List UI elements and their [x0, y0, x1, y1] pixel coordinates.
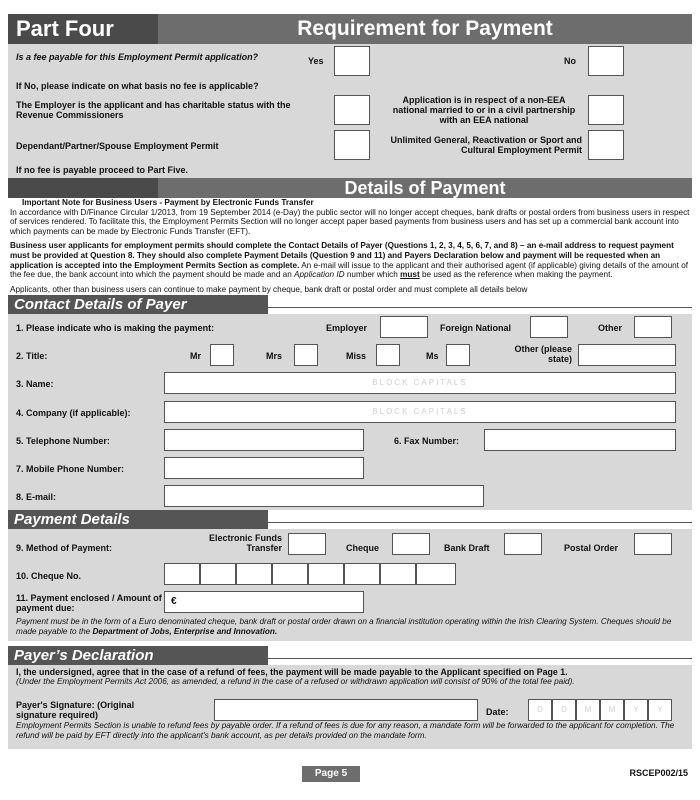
non-eea-checkbox[interactable]	[588, 95, 624, 125]
eft-paragraph-2: Business user applicants for employment permits should complete the Contact Details of Payer (Questions 1, 2, 3, 4, 5, 6, 7, and 8) – an e-mail address to request payment must be provided at Question 8. They should also complete Payment Details (Question 9 and 11) and Payers Declaration below and payment will be requested when an application is accepted into the Employment Permits Section as complete. An e-mail will issue to the applicant and their authorised agent (if applicable) giving details of the amount of the fee due, the bank account into which the payment should be made and an Application ID number which must be used as the reference when making the payment.	[10, 241, 689, 280]
eft-note-heading: Important Note for Business Users - Payment by Electronic Funds Transfer	[22, 198, 314, 207]
cheque-digit-5[interactable]	[308, 563, 344, 585]
page-footer	[0, 766, 700, 784]
date-cell-m2[interactable]: M	[600, 699, 624, 721]
dependant-label: Dependant/Partner/Spouse Employment Permit	[16, 141, 219, 151]
declaration-title: Payer’s Declaration	[8, 646, 268, 665]
cheque-digit-4[interactable]	[272, 563, 308, 585]
ms-label: Ms	[426, 351, 439, 362]
postal-order-label: Postal Order	[564, 543, 619, 554]
q8-label: 8. E-mail:	[16, 492, 57, 503]
title-other-input[interactable]	[578, 344, 676, 366]
method-draft-checkbox[interactable]	[504, 533, 542, 555]
basis-question: If No, please indicate on what basis no fee is applicable?	[16, 81, 259, 91]
cheque-label: Cheque	[346, 543, 380, 554]
proceed-note: If no fee is payable proceed to Part Five.	[16, 165, 189, 175]
foreign-national-label: Foreign National	[440, 323, 512, 334]
payment-form-note: Payment must be in the form of a Euro denominated cheque, bank draft or postal order drawn on a financial institution operating within the Irish Clearing System. Cheques should be made payable to the Department of Jobs, Enterprise and Innovation.	[16, 617, 672, 636]
q9-label: 9. Method of Payment:	[16, 543, 113, 554]
charitable-checkbox[interactable]	[334, 95, 370, 125]
refund-mandate-note: Employment Permits Section is unable to refund fees by payable order. If a refund of fees is due for any reason, a mandate form will be forwarded to the applicant for completion. The refund will be paid by EFT directly into the applicant's bank account, as per details provided on the mandate form.	[16, 721, 675, 740]
title-mr-checkbox[interactable]	[210, 344, 234, 366]
company-input[interactable]: BLOCK CAPITALS	[164, 401, 676, 423]
signature-label: Payer's Signature: (Original signature required)	[16, 700, 135, 721]
bank-draft-label: Bank Draft	[444, 543, 490, 554]
no-label: No	[564, 56, 576, 66]
form-page	[8, 14, 692, 749]
payment-header	[8, 510, 692, 529]
payment-title: Payment Details	[8, 510, 268, 529]
page-number: Page 5	[302, 766, 360, 782]
q11-label: 11. Payment enclosed / Amount of payment due:	[16, 593, 162, 614]
payer-foreign-checkbox[interactable]	[530, 316, 568, 338]
part-four-header	[8, 14, 692, 44]
q7-label: 7. Mobile Phone Number:	[16, 464, 125, 475]
q10-label: 10. Cheque No.	[16, 571, 82, 582]
q3-label: 3. Name:	[16, 379, 54, 390]
payer-other-checkbox[interactable]	[634, 316, 672, 338]
cheque-digit-1[interactable]	[164, 563, 200, 585]
requirement-section	[8, 44, 692, 178]
cheque-digit-2[interactable]	[200, 563, 236, 585]
eft-paragraph-1: In accordance with D/Finance Circular 1/2013, from 19 September 2014 (e-Day) the public sector will no longer accept cheques, bank drafts or postal orders from business users in respect of services rendered. To facilitate this, the Employment Permits Section will no longer accept paper based payments from business users and has set up a commercial bank account into which payments can be made by Electronic Funds Transfer (EFT).	[10, 207, 690, 236]
details-title: Details of Payment	[344, 178, 506, 198]
declaration-statement: I, the undersigned, agree that in the case of a refund of fees, the payment will be made payable to the Applicant specified on Page 1.	[16, 667, 568, 678]
method-eft-checkbox[interactable]	[288, 533, 326, 555]
mobile-input[interactable]	[164, 457, 364, 479]
date-label: Date:	[486, 707, 509, 718]
title-mrs-checkbox[interactable]	[294, 344, 318, 366]
other-state-label: Other (please state)	[514, 344, 572, 365]
fee-question: Is a fee payable for this Employment Permit application?	[16, 52, 259, 62]
payment-section	[8, 529, 692, 641]
telephone-input[interactable]	[164, 429, 364, 451]
miss-label: Miss	[346, 351, 367, 362]
title-ms-checkbox[interactable]	[446, 344, 470, 366]
declaration-section	[8, 665, 692, 749]
eft-paragraph-3: Applicants, other than business users can continue to make payment by cheque, bank draft or postal order and must complete all details below	[10, 284, 528, 294]
q6-label: 6. Fax Number:	[394, 436, 460, 447]
fax-input[interactable]	[484, 429, 676, 451]
contact-header	[8, 295, 692, 314]
q1-label: 1. Please indicate who is making the payment:	[16, 323, 215, 334]
q4-label: 4. Company (if applicable):	[16, 408, 131, 419]
other-label: Other	[598, 323, 623, 334]
q2-label: 2. Title:	[16, 351, 48, 362]
date-cell-m1[interactable]: M	[576, 699, 600, 721]
cheque-digit-8[interactable]	[416, 563, 456, 585]
part-four-tag: Part Four	[8, 14, 158, 44]
part-four-title: Requirement for Payment	[297, 17, 553, 40]
contact-section	[8, 314, 692, 510]
charitable-label: The Employer is the applicant and has charitable status with the Revenue Commissioners	[16, 100, 291, 120]
method-cheque-checkbox[interactable]	[392, 533, 430, 555]
title-miss-checkbox[interactable]	[376, 344, 400, 366]
fee-yes-checkbox[interactable]	[334, 46, 370, 76]
name-input[interactable]: BLOCK CAPITALS	[164, 372, 676, 394]
cheque-digit-7[interactable]	[380, 563, 416, 585]
eft-label: Electronic Funds Transfer	[208, 533, 282, 554]
email-input[interactable]	[164, 485, 484, 507]
amount-input[interactable]: €	[164, 591, 364, 613]
dependant-checkbox[interactable]	[334, 130, 370, 160]
payment-notes	[8, 198, 692, 294]
signature-field[interactable]	[214, 699, 478, 721]
contact-title: Contact Details of Payer	[8, 295, 268, 314]
cheque-digit-3[interactable]	[236, 563, 272, 585]
fee-no-checkbox[interactable]	[588, 46, 624, 76]
mr-label: Mr	[190, 351, 201, 362]
unlimited-label: Unlimited General, Reactivation or Sport and Cultural Employment Permit	[390, 135, 582, 155]
q5-label: 5. Telephone Number:	[16, 436, 110, 447]
cheque-digit-6[interactable]	[344, 563, 380, 585]
method-postal-checkbox[interactable]	[634, 533, 672, 555]
date-cell-d2[interactable]: D	[552, 699, 576, 721]
employer-label: Employer	[326, 323, 368, 334]
payer-employer-checkbox[interactable]	[380, 316, 428, 338]
mrs-label: Mrs	[266, 351, 283, 362]
yes-label: Yes	[308, 56, 324, 66]
date-cell-d1[interactable]: D	[528, 699, 552, 721]
non-eea-label: Application is in respect of a non-EEA national married to or in a civil partnership with an EEA national	[392, 95, 576, 125]
date-cell-y2[interactable]: Y	[648, 699, 672, 721]
refund-terms: (Under the Employment Permits Act 2006, as amended, a refund in the case of a refused or withdrawn application will consist of 90% of the total fee paid).	[16, 677, 575, 687]
form-code: RSCEP002/15	[629, 768, 688, 778]
details-header	[8, 178, 692, 198]
declaration-header	[8, 646, 692, 665]
date-cell-y1[interactable]: Y	[624, 699, 648, 721]
unlimited-checkbox[interactable]	[588, 130, 624, 160]
